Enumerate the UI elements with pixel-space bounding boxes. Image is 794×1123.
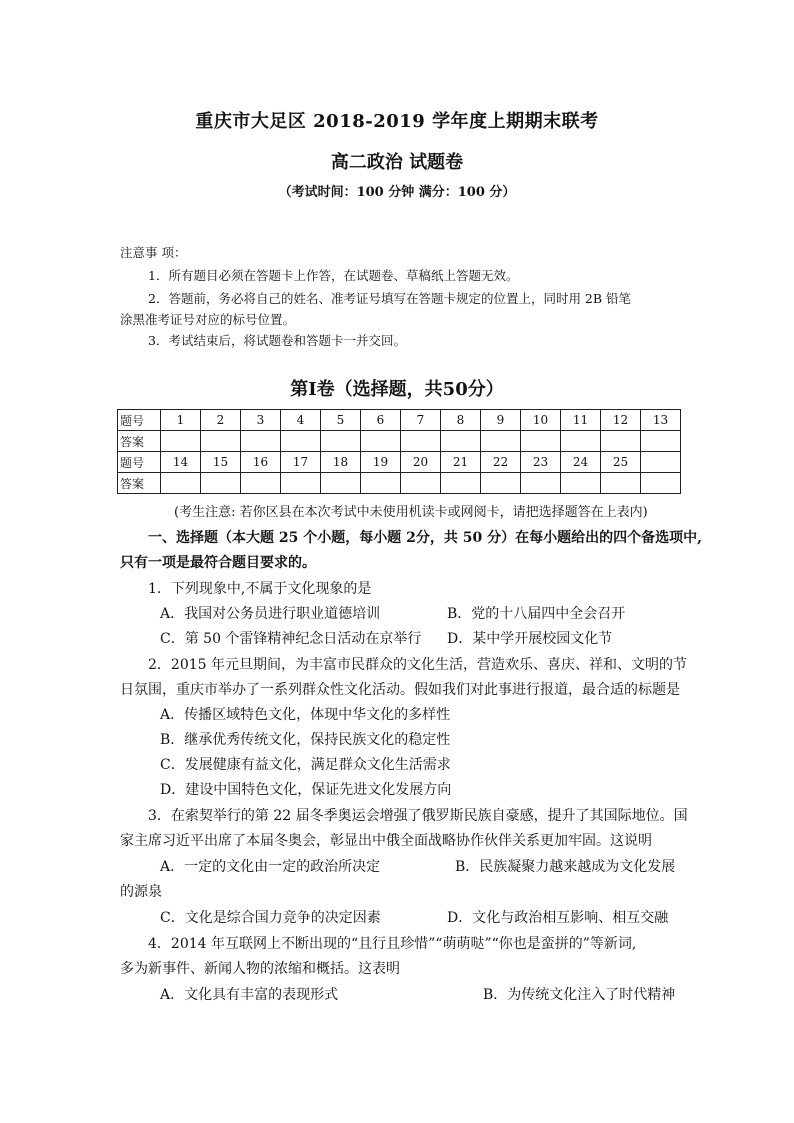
answer-cell[interactable] [241, 431, 281, 452]
table-row [118, 410, 681, 431]
question-number: 12 [601, 410, 641, 431]
exam-meta: （考试时间：100 分钟 满分：100 分） [278, 185, 516, 200]
q1-option-d: D．某中学开展校园文化节 [447, 631, 613, 647]
q3-option-c: C．文化是综合国力竞争的决定因素 [160, 910, 381, 926]
answer-cell[interactable] [361, 431, 401, 452]
answer-cell[interactable] [241, 473, 281, 494]
table-row [118, 431, 681, 452]
candidate-tip: (考生注意: 若你区县在本次考试中未使用机读卡或网阅卡，请把选择题答在上表内) [174, 505, 648, 520]
section-title: 第Ⅰ卷（选择题，共50分） [290, 379, 504, 400]
note-item-2-cont: 涂黑准考证号对应的标号位置。 [120, 312, 296, 327]
table-row [118, 473, 681, 494]
question-number: 10 [521, 410, 561, 431]
q1-option-b: B．党的十八届四中全会召开 [447, 606, 626, 622]
answer-cell[interactable] [561, 431, 601, 452]
row-label-answer: 答案 [118, 473, 161, 494]
answer-cell[interactable] [561, 473, 601, 494]
answer-cell[interactable] [521, 473, 561, 494]
question-number: 24 [561, 452, 601, 473]
answer-cell[interactable] [441, 431, 481, 452]
answer-cell[interactable] [401, 431, 441, 452]
note-item-3: 3．考试结束后，将试题卷和答题卡一并交回。 [148, 333, 406, 348]
question-number: 20 [401, 452, 441, 473]
q4-stem-line-1: 4．2014 年互联网上不断出现的“且行且珍惜”“萌萌哒”“你也是蛮拼的”等新词, [148, 936, 637, 952]
row-label-answer: 答案 [118, 431, 161, 452]
answer-cell[interactable] [481, 473, 521, 494]
question-number: 8 [441, 410, 481, 431]
question-number: 16 [241, 452, 281, 473]
answer-cell[interactable] [601, 473, 641, 494]
question-number: 3 [241, 410, 281, 431]
question-number: 19 [361, 452, 401, 473]
answer-table [117, 409, 681, 494]
answer-cell[interactable] [641, 431, 681, 452]
q3-option-a: A．一定的文化由一定的政治所决定 [160, 859, 381, 875]
answer-cell[interactable] [321, 431, 361, 452]
q2-stem-line-2: 日氛围，重庆市举办了一系列群众性文化活动。假如我们对此事进行报道，最合适的标题是 [120, 682, 680, 698]
question-number: 15 [201, 452, 241, 473]
notes-label: 注意事 项： [120, 245, 187, 260]
note-item-2: 2．答题前，务必将自己的姓名、准考证号填写在答题卡规定的位置上，同时用 2B 铅笔 [148, 291, 632, 306]
answer-cell[interactable] [441, 473, 481, 494]
q3-option-b: B．民族凝聚力越来越成为文化发展 [455, 859, 676, 875]
question-number: 23 [521, 452, 561, 473]
question-number: 6 [361, 410, 401, 431]
answer-cell[interactable] [401, 473, 441, 494]
q3-stem-line-1: 3．在索契举行的第 22 届冬季奥运会增强了俄罗斯民族自豪感，提升了其国际地位。国 [148, 808, 688, 824]
answer-cell[interactable] [321, 473, 361, 494]
question-number: 13 [641, 410, 681, 431]
row-label-question: 题号 [118, 452, 161, 473]
question-number [641, 452, 681, 473]
note-item-1: 1．所有题目必须在答题卡上作答，在试题卷、草稿纸上答题无效。 [148, 268, 519, 283]
answer-cell[interactable] [201, 473, 241, 494]
q1-option-c: C．第 50 个雷锋精神纪念日活动在京举行 [160, 631, 422, 647]
answer-cell[interactable] [601, 431, 641, 452]
question-number: 18 [321, 452, 361, 473]
q2-option-b: B．继承优秀传统文化，保持民族文化的稳定性 [160, 732, 451, 748]
q4-option-a: A．文化具有丰富的表现形式 [160, 987, 339, 1003]
q2-stem-line-1: 2．2015 年元旦期间，为丰富市民群众的文化生活，营造欢乐、喜庆、祥和、文明的节 [148, 657, 687, 673]
q3-stem-line-2: 家主席习近平出席了本届冬奥会，彰显出中俄全面战略协作伙伴关系更加牢固。这说明 [120, 833, 652, 849]
answer-cell[interactable] [481, 431, 521, 452]
exam-subtitle: 高二政治 试题卷 [330, 152, 464, 173]
answer-cell[interactable] [161, 431, 201, 452]
answer-cell[interactable] [161, 473, 201, 494]
answer-cell[interactable] [521, 431, 561, 452]
question-number: 2 [201, 410, 241, 431]
instruction-line-2: 只有一项是最符合题目要求的。 [120, 555, 316, 571]
answer-cell[interactable] [281, 431, 321, 452]
answer-cell[interactable] [641, 473, 681, 494]
question-number: 17 [281, 452, 321, 473]
q3-option-b-cont: 的源泉 [120, 884, 162, 900]
q1-stem: 1．下列现象中,不属于文化现象的是 [148, 581, 372, 597]
q2-option-c: C．发展健康有益文化，满足群众文化生活需求 [160, 757, 451, 773]
answer-cell[interactable] [281, 473, 321, 494]
question-number: 21 [441, 452, 481, 473]
question-number: 1 [161, 410, 201, 431]
answer-cell[interactable] [361, 473, 401, 494]
question-number: 25 [601, 452, 641, 473]
question-number: 11 [561, 410, 601, 431]
q2-option-d: D．建设中国特色文化，保证先进文化发展方向 [160, 782, 452, 798]
question-number: 7 [401, 410, 441, 431]
q4-option-b: B．为传统文化注入了时代精神 [483, 987, 676, 1003]
question-number: 14 [161, 452, 201, 473]
question-number: 5 [321, 410, 361, 431]
instruction-line-1: 一、选择题（本大题 25 个小题，每小题 2分，共 50 分）在每小题给出的四个备选项中, [148, 530, 702, 546]
row-label-question: 题号 [118, 410, 161, 431]
q4-stem-line-2: 多为新事件、新闻人物的浓缩和概括。这表明 [120, 961, 400, 977]
question-number: 22 [481, 452, 521, 473]
question-number: 9 [481, 410, 521, 431]
exam-title: 重庆市大足区 2018-2019 学年度上期期末联考 [195, 111, 599, 132]
question-number: 4 [281, 410, 321, 431]
q1-option-a: A．我国对公务员进行职业道德培训 [160, 606, 381, 622]
answer-cell[interactable] [201, 431, 241, 452]
q3-option-d: D．文化与政治相互影响、相互交融 [447, 910, 669, 926]
q2-option-a: A．传播区域特色文化，体现中华文化的多样性 [160, 707, 451, 723]
table-row [118, 452, 681, 473]
